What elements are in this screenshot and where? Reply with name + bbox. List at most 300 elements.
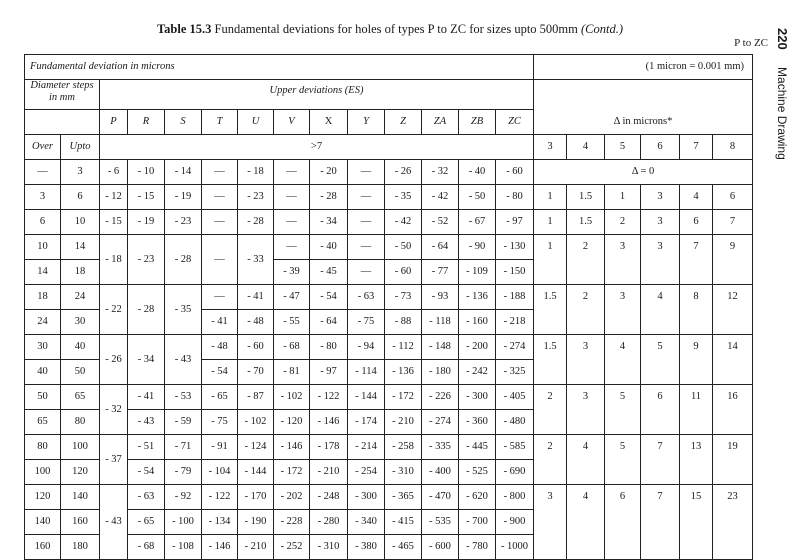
delta-cell [534,260,567,285]
delta-cell: 2 [605,210,641,235]
z-cell: - 415 [385,510,422,535]
s-cell: - 35 [165,285,202,335]
over-cell: 160 [25,535,61,560]
delta-cell [605,510,641,535]
zb-cell: - 780 [459,535,496,560]
upto-cell: 80 [61,410,100,435]
x-cell: - 280 [310,510,348,535]
t-cell: - 65 [202,385,238,410]
col-v: V [274,110,310,135]
delta-cell: 6 [641,385,680,410]
r-cell: - 68 [128,535,165,560]
t-cell: - 134 [202,510,238,535]
table-row [25,160,753,185]
t-cell: - 41 [202,310,238,335]
col-u: U [238,110,274,135]
delta-cell [680,260,713,285]
delta-cell [605,260,641,285]
delta-cell [534,460,567,485]
delta-cell: 13 [680,435,713,460]
z-cell: - 26 [385,160,422,185]
za-cell: - 600 [422,535,459,560]
column-subheader-row [25,135,753,160]
over-cell: 120 [25,485,61,510]
zc-cell: - 900 [496,510,534,535]
t-cell: - 104 [202,460,238,485]
t-cell: - 54 [202,360,238,385]
x-cell: - 310 [310,535,348,560]
zc-cell: - 130 [496,235,534,260]
col-s: S [165,110,202,135]
delta-cell [534,310,567,335]
y-cell: - 214 [348,435,385,460]
s-cell: - 108 [165,535,202,560]
delta-cell [713,410,753,435]
x-cell: - 28 [310,185,348,210]
over-cell: 14 [25,260,61,285]
over-cell: 24 [25,310,61,335]
page-number: 220 [775,28,790,50]
table-row [25,410,753,435]
y-cell: - 380 [348,535,385,560]
delta-cell: 12 [713,285,753,310]
z-cell: - 465 [385,535,422,560]
table-caption: Fundamental deviations for holes of types P to ZC for sizes upto 500mm [214,22,578,36]
za-cell: - 274 [422,410,459,435]
grade-header: 5 [605,135,641,160]
x-cell: - 54 [310,285,348,310]
zb-cell: - 67 [459,210,496,235]
p-cell: - 22 [100,285,128,335]
table-row [25,335,753,360]
gt7-header: >7 [100,135,534,160]
table-row [25,510,753,535]
za-cell: - 77 [422,260,459,285]
zc-cell: - 274 [496,335,534,360]
delta-cell [713,510,753,535]
x-cell: - 210 [310,460,348,485]
u-cell: - 210 [238,535,274,560]
delta-cell: 9 [680,335,713,360]
u-cell: - 124 [238,435,274,460]
za-cell: - 180 [422,360,459,385]
zc-cell: - 325 [496,360,534,385]
delta-cell: 2 [567,285,605,310]
grade-header: 4 [567,135,605,160]
x-cell: - 34 [310,210,348,235]
zb-cell: - 700 [459,510,496,535]
delta-cell [567,410,605,435]
delta-cell: 6 [680,210,713,235]
v-cell: - 81 [274,360,310,385]
delta-cell: 1 [534,210,567,235]
delta-cell [680,410,713,435]
zb-cell: - 109 [459,260,496,285]
s-cell: - 79 [165,460,202,485]
over-cell: 6 [25,210,61,235]
x-cell: - 20 [310,160,348,185]
col-zc: ZC [496,110,534,135]
over-cell: 80 [25,435,61,460]
grade-header: 6 [641,135,680,160]
r-cell: - 43 [128,410,165,435]
diameter-blank [25,110,100,135]
upto-header: Upto [61,135,100,160]
x-cell: - 64 [310,310,348,335]
upto-cell: 10 [61,210,100,235]
delta-cell [641,260,680,285]
col-r: R [128,110,165,135]
upto-cell: 50 [61,360,100,385]
v-cell: - 120 [274,410,310,435]
delta-cell [713,460,753,485]
zb-cell: - 200 [459,335,496,360]
z-cell: - 310 [385,460,422,485]
v-cell: - 102 [274,385,310,410]
v-cell: — [274,185,310,210]
z-cell: - 112 [385,335,422,360]
upto-cell: 65 [61,385,100,410]
za-cell: - 52 [422,210,459,235]
delta-cell: 3 [605,235,641,260]
zb-cell: - 40 [459,160,496,185]
over-cell: 10 [25,235,61,260]
za-cell: - 32 [422,160,459,185]
r-cell: - 28 [128,285,165,335]
p-cell: - 43 [100,485,128,560]
s-cell: - 71 [165,435,202,460]
v-cell: - 172 [274,460,310,485]
header-row-1 [25,55,753,80]
y-cell: - 340 [348,510,385,535]
delta-cell [713,535,753,560]
delta-zero-cell: Δ = 0 [534,160,753,185]
delta-cell [680,360,713,385]
delta-cell: 7 [680,235,713,260]
t-cell: — [202,285,238,310]
delta-cell [641,310,680,335]
delta-cell: 9 [713,235,753,260]
delta-cell: 16 [713,385,753,410]
delta-cell: 5 [605,435,641,460]
over-cell: 18 [25,285,61,310]
t-cell: - 146 [202,535,238,560]
zc-cell: - 150 [496,260,534,285]
z-cell: - 35 [385,185,422,210]
z-cell: - 73 [385,285,422,310]
over-cell: 50 [25,385,61,410]
u-cell: - 70 [238,360,274,385]
t-cell: - 122 [202,485,238,510]
s-cell: - 92 [165,485,202,510]
over-cell: 140 [25,510,61,535]
x-cell: - 80 [310,335,348,360]
za-cell: - 118 [422,310,459,335]
over-cell: 65 [25,410,61,435]
u-cell: - 102 [238,410,274,435]
zb-cell: - 620 [459,485,496,510]
upto-cell: 3 [61,160,100,185]
delta-cell [680,510,713,535]
col-za: ZA [422,110,459,135]
grade-header: 8 [713,135,753,160]
r-cell: - 23 [128,235,165,285]
table-row [25,485,753,510]
zb-cell: - 360 [459,410,496,435]
x-cell: - 178 [310,435,348,460]
running-header [775,28,801,448]
delta-cell: 4 [567,435,605,460]
y-cell: - 75 [348,310,385,335]
y-cell: - 114 [348,360,385,385]
y-cell: - 254 [348,460,385,485]
upto-cell: 100 [61,435,100,460]
upto-cell: 180 [61,535,100,560]
delta-cell: 1.5 [567,185,605,210]
delta-cell: 4 [605,335,641,360]
x-cell: - 40 [310,235,348,260]
delta-cell [605,535,641,560]
delta-cell: 5 [641,335,680,360]
delta-cell: 4 [680,185,713,210]
t-cell: - 75 [202,410,238,435]
col-z: Z [385,110,422,135]
z-cell: - 88 [385,310,422,335]
u-cell: - 60 [238,335,274,360]
upper-deviations-header: Upper deviations (ES) [100,80,534,110]
y-cell: — [348,185,385,210]
u-cell: - 28 [238,210,274,235]
za-cell: - 470 [422,485,459,510]
v-cell: — [274,210,310,235]
col-zb: ZB [459,110,496,135]
t-cell: - 48 [202,335,238,360]
delta-cell [641,510,680,535]
t-cell: — [202,185,238,210]
delta-cell: 5 [605,385,641,410]
zc-cell: - 97 [496,210,534,235]
delta-cell: 3 [534,485,567,510]
zc-cell: - 585 [496,435,534,460]
u-cell: - 48 [238,310,274,335]
x-cell: - 45 [310,260,348,285]
s-cell: - 14 [165,160,202,185]
y-cell: — [348,210,385,235]
s-cell: - 59 [165,410,202,435]
x-cell: - 248 [310,485,348,510]
delta-cell: 23 [713,485,753,510]
delta-cell [605,360,641,385]
delta-cell: 1 [534,235,567,260]
delta-cell [567,260,605,285]
over-cell: 100 [25,460,61,485]
delta-cell: 7 [713,210,753,235]
zb-cell: - 90 [459,235,496,260]
r-cell: - 19 [128,210,165,235]
y-cell: — [348,235,385,260]
delta-cell: 8 [680,285,713,310]
delta-cell: 3 [641,235,680,260]
delta-cell: 1.5 [567,210,605,235]
za-cell: - 226 [422,385,459,410]
p-cell: - 32 [100,385,128,435]
over-cell: 3 [25,185,61,210]
u-cell: - 190 [238,510,274,535]
delta-cell: 19 [713,435,753,460]
zb-cell: - 300 [459,385,496,410]
delta-cell [605,310,641,335]
zb-cell: - 445 [459,435,496,460]
delta-cell [534,510,567,535]
zb-cell: - 136 [459,285,496,310]
za-cell: - 400 [422,460,459,485]
zc-cell: - 80 [496,185,534,210]
z-cell: - 172 [385,385,422,410]
delta-cell [641,535,680,560]
y-cell: - 63 [348,285,385,310]
v-cell: - 55 [274,310,310,335]
table-row [25,435,753,460]
v-cell: - 146 [274,435,310,460]
delta-cell: 3 [605,285,641,310]
r-cell: - 15 [128,185,165,210]
col-y: Y [348,110,385,135]
r-cell: - 34 [128,335,165,385]
r-cell: - 65 [128,510,165,535]
v-cell: — [274,235,310,260]
z-cell: - 60 [385,260,422,285]
delta-cell [641,460,680,485]
delta-cell: 3 [641,210,680,235]
delta-cell [641,410,680,435]
u-cell: - 33 [238,235,274,285]
y-cell: - 94 [348,335,385,360]
delta-cell: 3 [567,335,605,360]
u-cell: - 87 [238,385,274,410]
v-cell: - 252 [274,535,310,560]
deviation-table [24,54,753,560]
za-cell: - 535 [422,510,459,535]
delta-cell [534,535,567,560]
za-cell: - 64 [422,235,459,260]
upto-cell: 140 [61,485,100,510]
zb-cell: - 525 [459,460,496,485]
table-row [25,460,753,485]
delta-cell: 1 [605,185,641,210]
grade-header: 7 [680,135,713,160]
over-header: Over [25,135,61,160]
s-cell: - 100 [165,510,202,535]
v-cell: - 47 [274,285,310,310]
u-cell: - 41 [238,285,274,310]
y-cell: — [348,160,385,185]
x-cell: - 146 [310,410,348,435]
delta-cell [713,310,753,335]
zc-cell: - 800 [496,485,534,510]
delta-cell: 14 [713,335,753,360]
za-cell: - 42 [422,185,459,210]
z-cell: - 210 [385,410,422,435]
upto-cell: 24 [61,285,100,310]
delta-cell [641,360,680,385]
s-cell: - 19 [165,185,202,210]
over-cell: 30 [25,335,61,360]
over-cell: 40 [25,360,61,385]
delta-cell: 7 [641,435,680,460]
za-cell: - 93 [422,285,459,310]
p-cell: - 26 [100,335,128,385]
u-cell: - 18 [238,160,274,185]
delta-cell [713,260,753,285]
r-cell: - 63 [128,485,165,510]
delta-cell: 7 [641,485,680,510]
zb-cell: - 160 [459,310,496,335]
t-cell: — [202,160,238,185]
v-cell: - 68 [274,335,310,360]
delta-cell: 4 [567,485,605,510]
v-cell: — [274,160,310,185]
t-cell: — [202,235,238,285]
s-cell: - 53 [165,385,202,410]
delta-cell: 1 [534,185,567,210]
delta-cell: 11 [680,385,713,410]
z-cell: - 258 [385,435,422,460]
zc-cell: - 218 [496,310,534,335]
range-label: P to ZC [734,37,768,49]
zc-cell: - 690 [496,460,534,485]
s-cell: - 28 [165,235,202,285]
delta-cell: 2 [534,435,567,460]
u-cell: - 23 [238,185,274,210]
delta-cell [534,410,567,435]
upto-cell: 18 [61,260,100,285]
r-cell: - 51 [128,435,165,460]
delta-cell [567,460,605,485]
continued-note: (Contd.) [581,22,624,36]
delta-cell [567,310,605,335]
delta-cell [680,460,713,485]
z-cell: - 50 [385,235,422,260]
over-cell: — [25,160,61,185]
za-cell: - 148 [422,335,459,360]
delta-cell [605,460,641,485]
z-cell: - 136 [385,360,422,385]
u-cell: - 170 [238,485,274,510]
delta-cell: 6 [713,185,753,210]
table-number: Table 15.3 [156,22,212,36]
col-x: X [310,110,348,135]
p-cell: - 15 [100,210,128,235]
delta-cell: 1.5 [534,335,567,360]
delta-cell: 15 [680,485,713,510]
delta-cell [567,360,605,385]
delta-cell: 6 [605,485,641,510]
micron-note: (1 micron = 0.001 mm) [534,55,753,80]
upto-cell: 120 [61,460,100,485]
delta-cell [605,410,641,435]
zc-cell: - 480 [496,410,534,435]
p-cell: - 6 [100,160,128,185]
table-row [25,235,753,260]
zc-cell: - 405 [496,385,534,410]
delta-cell [680,535,713,560]
v-cell: - 228 [274,510,310,535]
zb-cell: - 50 [459,185,496,210]
r-cell: - 41 [128,385,165,410]
y-cell: - 300 [348,485,385,510]
t-cell: - 91 [202,435,238,460]
s-cell: - 43 [165,335,202,385]
